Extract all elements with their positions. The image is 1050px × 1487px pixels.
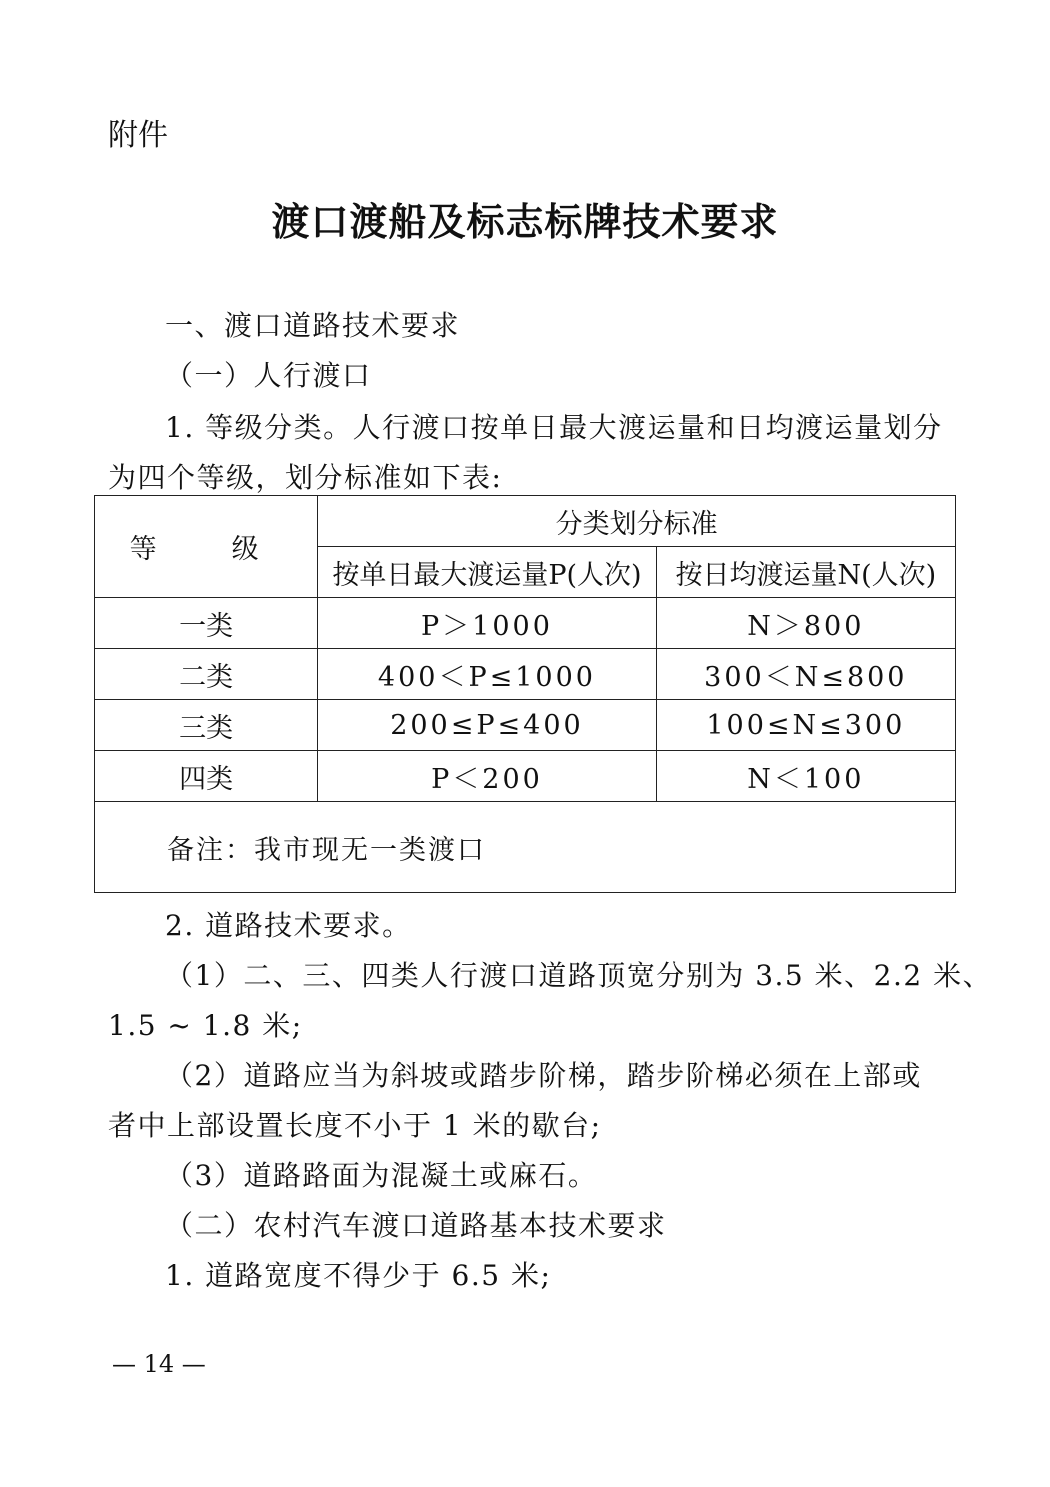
avg-volume-cell: 300＜N≤800: [656, 649, 955, 700]
criteria-group-header: 分类划分标准: [318, 496, 956, 547]
section-heading: 一、渡口道路技术要求: [165, 309, 461, 342]
table-row: [95, 700, 956, 751]
paragraph-line: 为四个等级，划分标准如下表:: [108, 461, 503, 494]
table-row: [95, 598, 956, 649]
avg-volume-column-header: 按日均渡运量N(人次): [656, 547, 955, 598]
max-volume-cell: P＞1000: [318, 598, 656, 649]
avg-volume-cell: N＜100: [656, 751, 955, 802]
table-note: 备注：我市现无一类渡口: [95, 802, 956, 893]
subsection-heading: （一）人行渡口: [165, 359, 372, 392]
max-volume-cell: 200≤P≤400: [318, 700, 656, 751]
page-number: — 14 —: [112, 1350, 206, 1378]
max-volume-column-header: 按单日最大渡运量P(人次): [318, 547, 656, 598]
max-volume-cell: P＜200: [318, 751, 656, 802]
paragraph-line: 1.5 ~ 1.8 米;: [108, 1009, 303, 1042]
avg-volume-cell: N＞800: [656, 598, 955, 649]
paragraph-heading: 2. 道路技术要求。: [165, 909, 412, 942]
grade-cell: 四类: [95, 751, 318, 802]
paragraph-line: 1. 等级分类。人行渡口按单日最大渡运量和日均渡运量划分: [165, 411, 943, 444]
table-row: [95, 751, 956, 802]
grade-column-header: 等 级: [95, 496, 318, 598]
paragraph-line: （1）二、三、四类人行渡口道路顶宽分别为 3.5 米、2.2 米、: [165, 959, 993, 992]
paragraph-line: （2）道路应当为斜坡或踏步阶梯，踏步阶梯必须在上部或: [165, 1059, 922, 1092]
paragraph-line: 1. 道路宽度不得少于 6.5 米;: [165, 1259, 552, 1292]
attachment-label: 附件: [108, 118, 168, 153]
table-note-row: [95, 802, 956, 893]
avg-volume-cell: 100≤N≤300: [656, 700, 955, 751]
table-row: [95, 649, 956, 700]
max-volume-cell: 400＜P≤1000: [318, 649, 656, 700]
paragraph-line: 者中上部设置长度不小于 1 米的歇台;: [108, 1109, 602, 1142]
document-title: 渡口渡船及标志标牌技术要求: [271, 200, 779, 244]
subsection-heading: （二）农村汽车渡口道路基本技术要求: [165, 1209, 667, 1242]
grade-classification-table: [94, 495, 956, 893]
paragraph-line: （3）道路路面为混凝土或麻石。: [165, 1159, 598, 1192]
grade-cell: 一类: [95, 598, 318, 649]
grade-cell: 二类: [95, 649, 318, 700]
table-header-row: [95, 496, 956, 547]
grade-cell: 三类: [95, 700, 318, 751]
